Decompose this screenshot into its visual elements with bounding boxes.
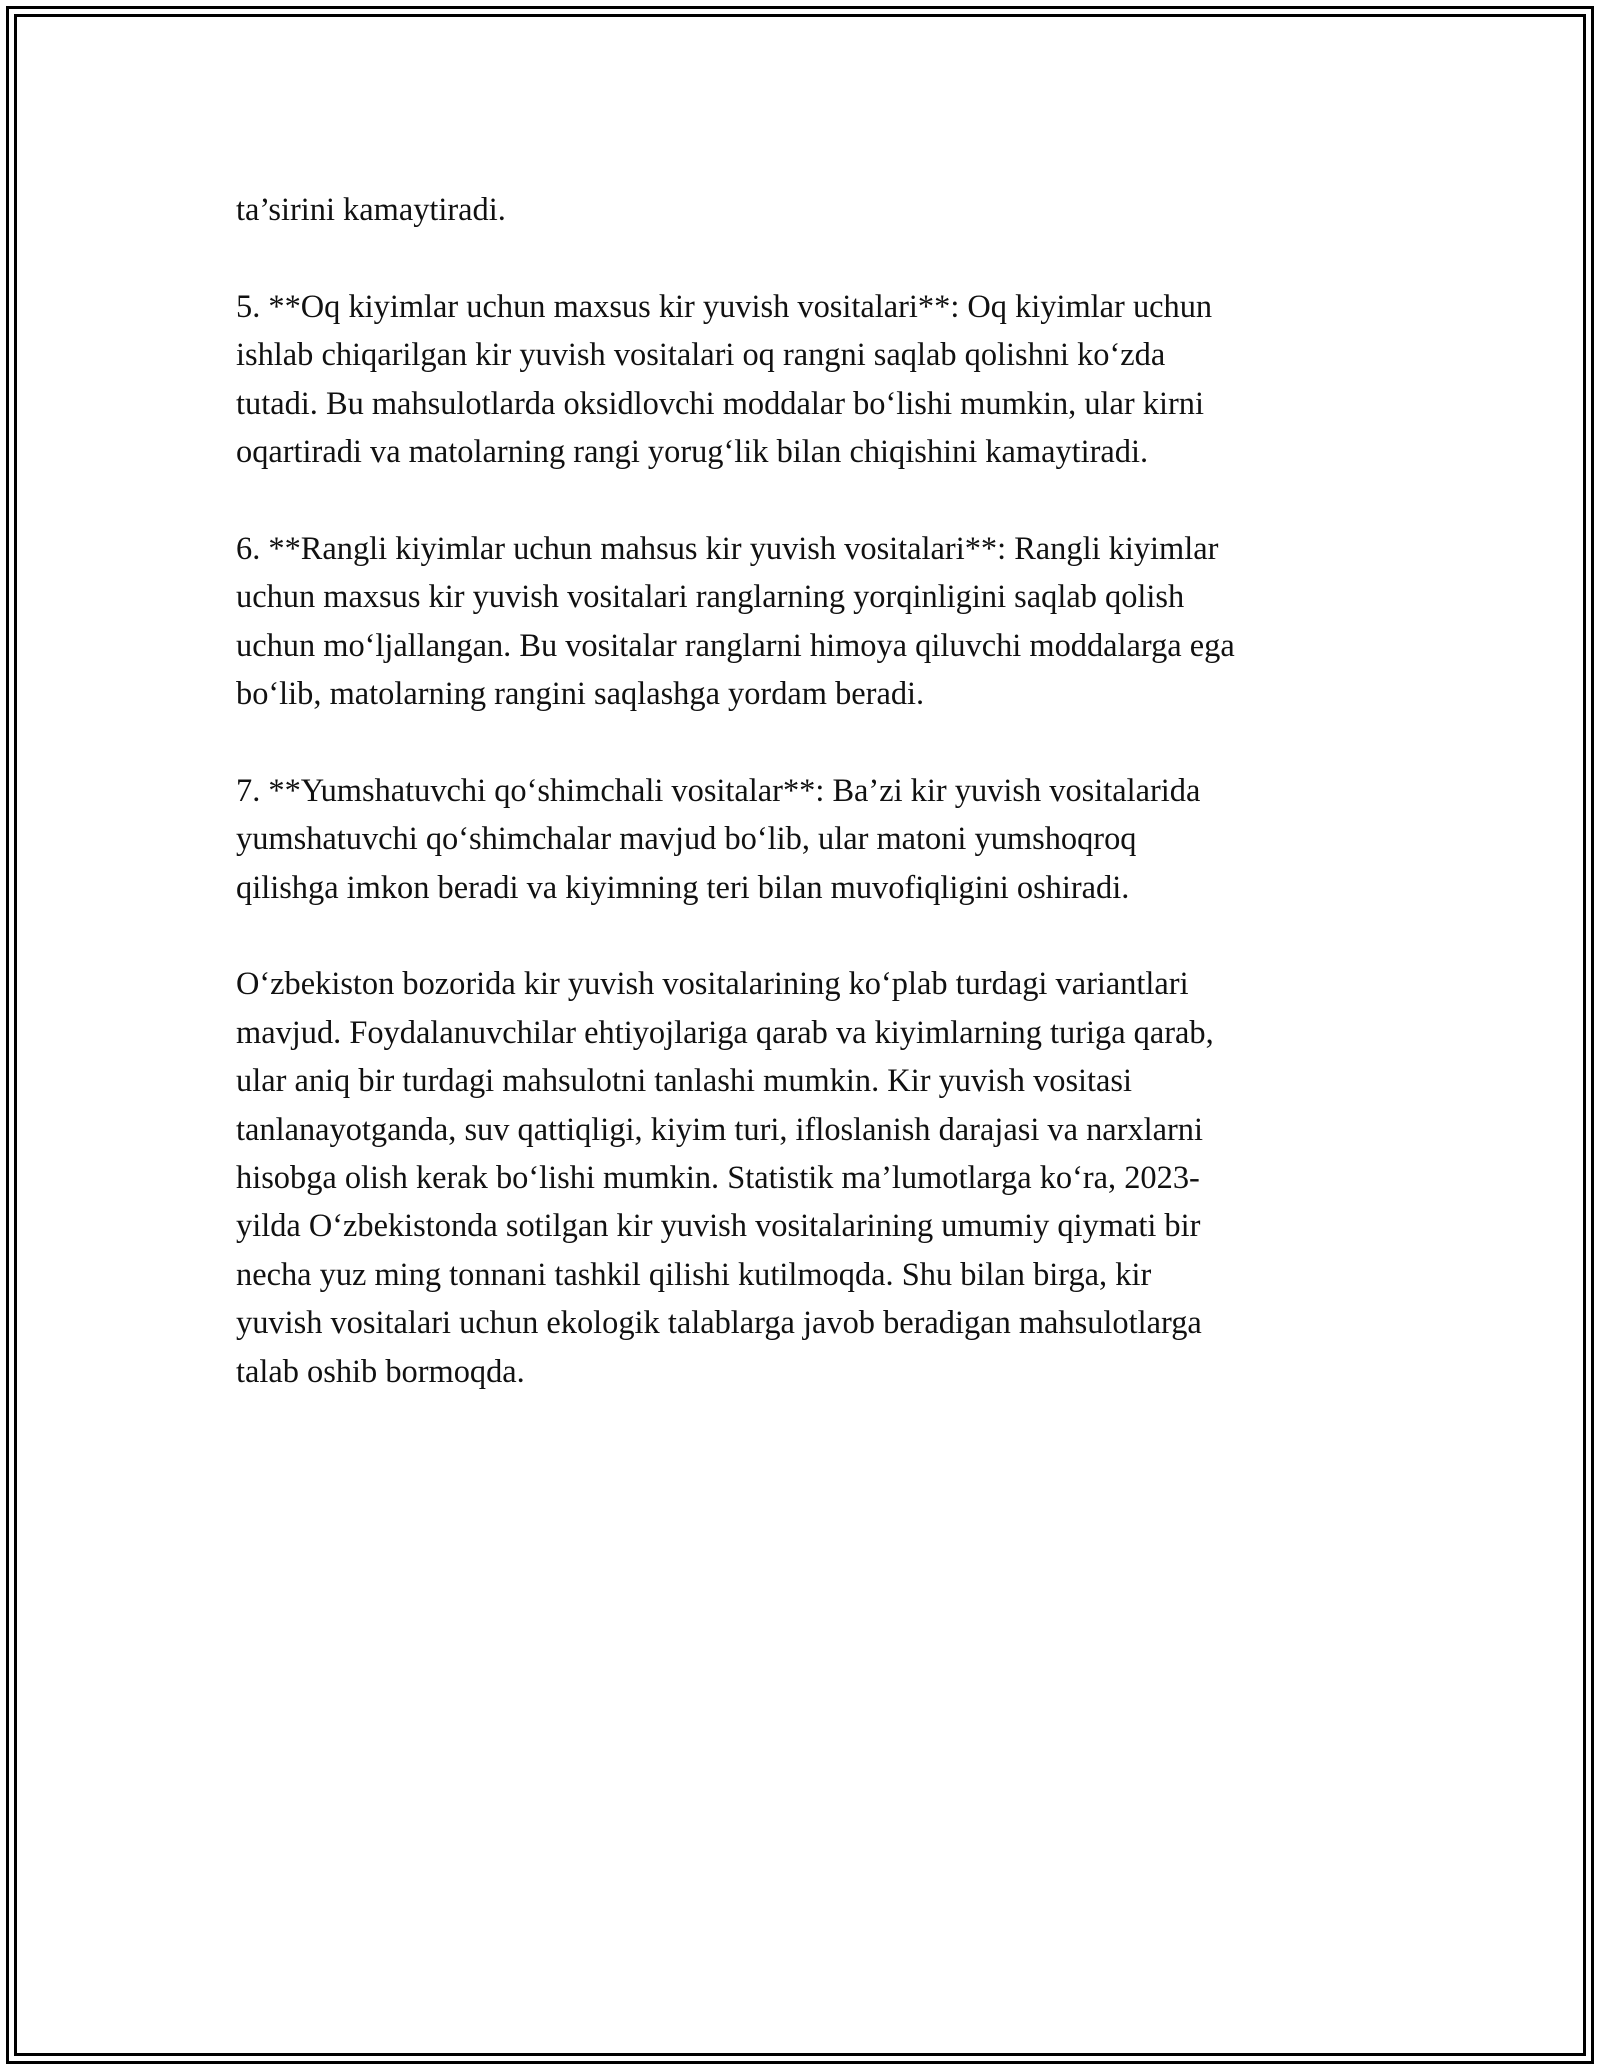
paragraph-item-6: 6. **Rangli kiyimlar uchun mahsus kir yuvish vositalari**: Rangli kiyimlar uchun maxsus kir yuvish vositalari ranglarning yorqinligini saqlab qolish uchun mo‘ljallangan. Bu vositalar ranglarni himoya qiluvchi moddalarga ega bo‘lib, matolarning rangini saqlashga yordam beradi. [236, 530, 1235, 713]
paragraph-item-7: 7. **Yumshatuvchi qo‘shimchali vositalar**: Ba’zi kir yuvish vositalarida yumshatuvchi qo‘shimchalar mavjud bo‘lib, ular matoni yumshoqroq qilishga imkon beradi va kiyimning teri bilan muvofiqligini oshiradi. [236, 772, 1201, 906]
document-body [236, 186, 1376, 1396]
paragraph-item-5: 5. **Oq kiyimlar uchun maxsus kir yuvish vositalari**: Oq kiyimlar uchun ishlab chiqarilgan kir yuvish vositalari oq rangni saqlab qolishni ko‘zda tutadi. Bu mahsulotlarda oksidlovchi moddalar bo‘lishi mumkin, ular kirni oqartiradi va matolarning rangi yorug‘lik bilan chiqishini kamaytiradi. [236, 288, 1213, 471]
paragraph-continuation: ta’sirini kamaytiradi. [236, 192, 506, 228]
paragraph-market-summary: O‘zbekiston bozorida kir yuvish vositalarining ko‘plab turdagi variantlari mavjud. Foydalanuvchilar ehtiyojlariga qarab va kiyimlarning turiga qarab, ular aniq bir turdagi mahsulotni tanlashi mumkin. Kir yuvish vositasi tanlanayotganda, suv qattiqligi, kiyim turi, ifloslanish darajasi va narxlarni hisobga olish kerak bo‘lishi mumkin. Statistik ma’lumotlarga ko‘ra, 2023- yilda O‘zbekistonda sotilgan kir yuvish vositalarining umumiy qiymati bir necha yuz ming tonnani tashkil qilishi kutilmoqda. Shu bilan birga, kir yuvish vositalari uchun ekologik talablarga javob beradigan mahsulotlarga talab oshib bormoqda. [236, 966, 1214, 1390]
